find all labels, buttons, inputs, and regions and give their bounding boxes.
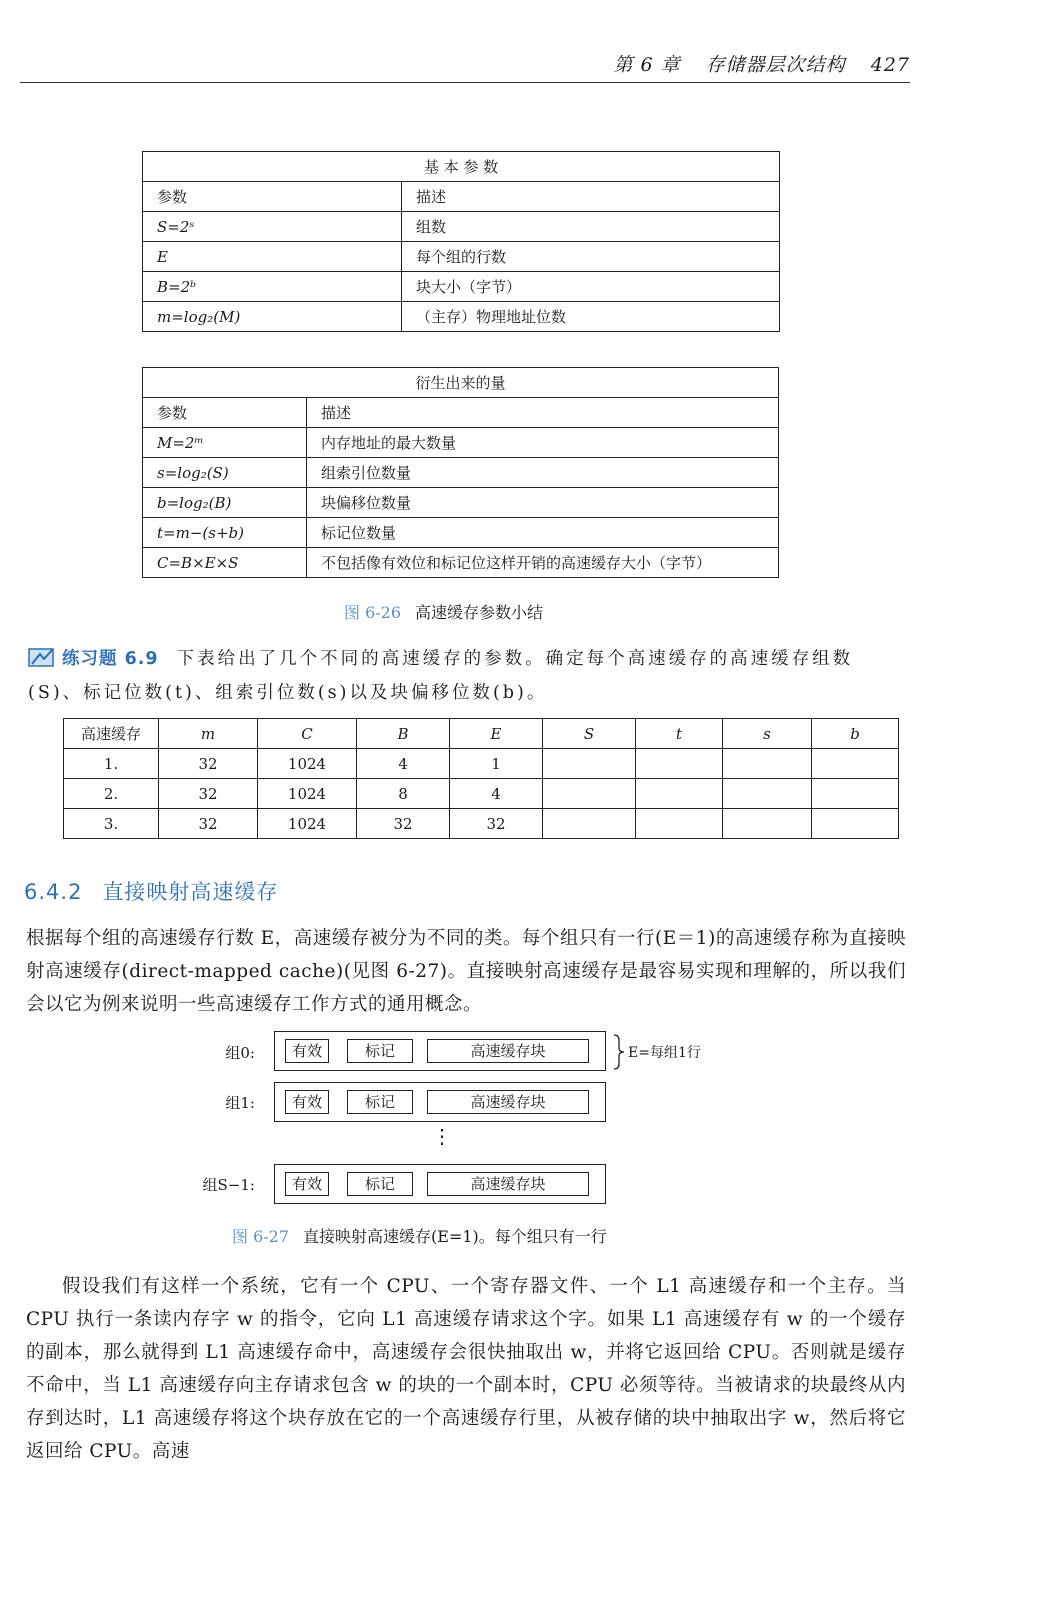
- desc-cell: 内存地址的最大数量: [307, 428, 779, 458]
- table-row: [64, 749, 899, 779]
- figure-number: 图 6-27: [232, 1227, 290, 1246]
- ellipsis-vertical-icon: ⋮: [432, 1124, 452, 1148]
- desc-cell: 每个组的行数: [402, 242, 780, 272]
- table-header-row: [64, 719, 899, 749]
- table-cell: 8: [357, 779, 450, 809]
- table-row: [143, 428, 779, 458]
- param-cell: M=2ᵐ: [143, 428, 307, 458]
- figure-caption: [344, 600, 543, 623]
- column-header: C: [258, 719, 357, 749]
- table-cell: 32: [159, 749, 258, 779]
- figure-title: 直接映射高速缓存(E=1)。每个组只有一行: [303, 1227, 607, 1246]
- column-header: 描述: [402, 182, 780, 212]
- answer-cell: [723, 749, 812, 779]
- valid-bit-field: 有效: [285, 1172, 329, 1196]
- param-cell: S=2ˢ: [143, 212, 402, 242]
- answer-cell: [636, 779, 723, 809]
- set-label: 组0:: [225, 1044, 255, 1062]
- desc-cell: 标记位数量: [307, 518, 779, 548]
- table-row: [64, 779, 899, 809]
- direct-mapped-cache-diagram: [190, 1030, 750, 1210]
- param-cell: s=log₂(S): [143, 458, 307, 488]
- exercise-icon: [28, 646, 56, 668]
- exercise-table: [63, 718, 899, 839]
- answer-cell: [812, 779, 899, 809]
- table-row: [143, 302, 780, 332]
- table-row: [143, 212, 780, 242]
- cache-line: [274, 1031, 606, 1071]
- answer-cell: [543, 779, 636, 809]
- cache-block-field: 高速缓存块: [427, 1090, 589, 1114]
- desc-cell: （主存）物理地址位数: [402, 302, 780, 332]
- cache-line: [274, 1164, 606, 1204]
- desc-cell: 不包括像有效位和标记位这样开销的高速缓存大小（字节）: [307, 548, 779, 578]
- table-header-row: [143, 398, 779, 428]
- answer-cell: [543, 809, 636, 839]
- tag-field: 标记: [347, 1172, 413, 1196]
- derived-quantities-table: [142, 367, 779, 578]
- param-cell: t=m−(s+b): [143, 518, 307, 548]
- table-row: [143, 488, 779, 518]
- column-header: s: [723, 719, 812, 749]
- table-row: [64, 809, 899, 839]
- tag-field: 标记: [347, 1039, 413, 1063]
- section-number: 6.4.2: [24, 880, 83, 904]
- body-paragraph: 根据每个组的高速缓存行数 E，高速缓存被分为不同的类。每个组只有一行(E＝1)的高速缓存称为直接映射高速缓存(direct-mapped cache)(见图 6-27)。直接映射高速缓存是最容易实现和理解的，所以我们会以它为例来说明一些高速缓存工作方式的通用概念。: [26, 928, 906, 1015]
- table-cell: 1024: [258, 809, 357, 839]
- answer-cell: [636, 749, 723, 779]
- param-cell: B=2ᵇ: [143, 272, 402, 302]
- desc-cell: 组数: [402, 212, 780, 242]
- figure-title: 高速缓存参数小结: [415, 603, 544, 622]
- figure-number: 图 6-26: [344, 603, 402, 622]
- page-header: [20, 44, 910, 83]
- table-cell: 3.: [64, 809, 159, 839]
- table-cell: 32: [159, 809, 258, 839]
- set-label: 组1:: [225, 1094, 255, 1112]
- column-header: m: [159, 719, 258, 749]
- answer-cell: [723, 779, 812, 809]
- desc-cell: 块偏移位数量: [307, 488, 779, 518]
- exercise-block: [28, 642, 908, 710]
- column-header: E: [450, 719, 543, 749]
- section-title: 直接映射高速缓存: [102, 880, 279, 904]
- param-cell: C=B×E×S: [143, 548, 307, 578]
- table-cell: 4: [450, 779, 543, 809]
- table-row: [143, 548, 779, 578]
- table-cell: 1: [450, 749, 543, 779]
- column-header: 高速缓存: [64, 719, 159, 749]
- column-header: t: [636, 719, 723, 749]
- body-paragraph: 假设我们有这样一个系统，它有一个 CPU、一个寄存器文件、一个 L1 高速缓存和一个主存。当 CPU 执行一条读内存字 w 的指令，它向 L1 高速缓存请求这个字。如果 L1 高速缓存有 w 的一个缓存的副本，那么就得到 L1 高速缓存命中，高速缓存会很快抽取出 w，并将它返回给 CPU。否则就是缓存不命中，当 L1 高速缓存向主存请求包含 w 的块的一个副本时，CPU 必须等待。当被请求的块最终从内存到达时，L1 高速缓存将这个块存放在它的一个高速缓存行里，从被存储的块中抽取出字 w，然后将它返回给 CPU。高速: [26, 1276, 906, 1462]
- brace-icon: [612, 1034, 626, 1070]
- answer-cell: [543, 749, 636, 779]
- param-cell: m=log₂(M): [143, 302, 402, 332]
- param-cell: E: [143, 242, 402, 272]
- column-header: S: [543, 719, 636, 749]
- table-row: [143, 518, 779, 548]
- chapter-number: 第 6 章: [613, 54, 681, 76]
- column-header: B: [357, 719, 450, 749]
- exercise-label: 练习题 6.9: [62, 649, 159, 669]
- table-row: [143, 458, 779, 488]
- running-head: [595, 50, 910, 77]
- column-header: 参数: [143, 398, 307, 428]
- valid-bit-field: 有效: [285, 1039, 329, 1063]
- table-cell: 1.: [64, 749, 159, 779]
- table-caption: 衍生出来的量: [143, 368, 779, 398]
- chapter-title: 存储器层次结构: [705, 54, 846, 76]
- table-header-row: [143, 182, 780, 212]
- tag-field: 标记: [347, 1090, 413, 1114]
- param-cell: b=log₂(B): [143, 488, 307, 518]
- set-label: 组S−1:: [202, 1176, 255, 1194]
- exercise-text: 下表给出了几个不同的高速缓存的参数。确定每个高速缓存的高速缓存组数(S)、标记位数(t)、组索引位数(s)以及块偏移位数(b)。: [28, 649, 854, 703]
- answer-cell: [812, 749, 899, 779]
- figure-caption: [232, 1224, 607, 1247]
- column-header: b: [812, 719, 899, 749]
- cache-line: [274, 1082, 606, 1122]
- section-heading: [24, 876, 278, 906]
- desc-cell: 块大小（字节）: [402, 272, 780, 302]
- table-cell: 32: [159, 779, 258, 809]
- table-cell: 32: [357, 809, 450, 839]
- answer-cell: [812, 809, 899, 839]
- column-header: 参数: [143, 182, 402, 212]
- table-cell: 2.: [64, 779, 159, 809]
- table-row: [143, 272, 780, 302]
- page-number: 427: [870, 54, 910, 76]
- table-cell: 32: [450, 809, 543, 839]
- basic-params-table: [142, 151, 780, 332]
- column-header: 描述: [307, 398, 779, 428]
- table-caption: 基 本 参 数: [143, 152, 780, 182]
- desc-cell: 组索引位数量: [307, 458, 779, 488]
- cache-block-field: 高速缓存块: [427, 1172, 589, 1196]
- lines-per-set-note: E=每组1行: [628, 1045, 701, 1061]
- answer-cell: [723, 809, 812, 839]
- valid-bit-field: 有效: [285, 1090, 329, 1114]
- table-cell: 1024: [258, 749, 357, 779]
- answer-cell: [636, 809, 723, 839]
- table-cell: 4: [357, 749, 450, 779]
- table-row: [143, 242, 780, 272]
- cache-block-field: 高速缓存块: [427, 1039, 589, 1063]
- table-cell: 1024: [258, 779, 357, 809]
